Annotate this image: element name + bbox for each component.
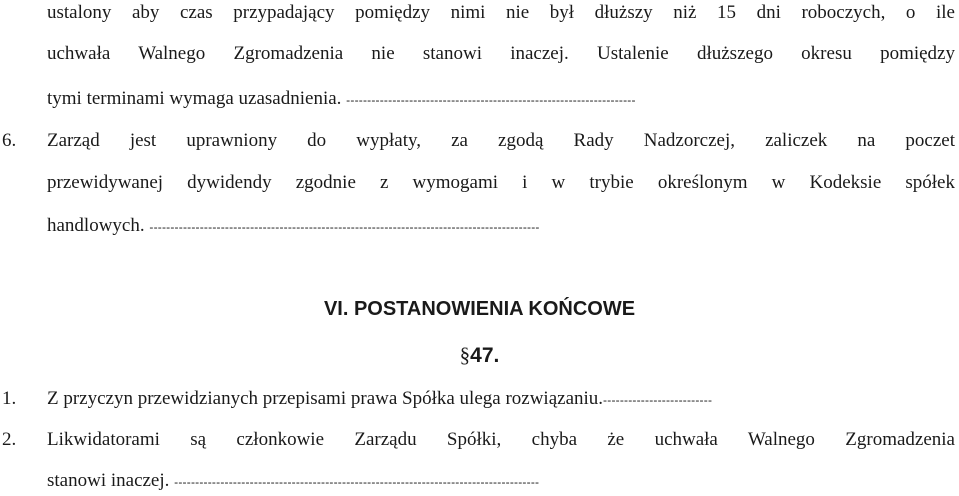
p5-line-3-text: tymi terminami wymaga uzasadnienia. (47, 88, 342, 109)
p5-line-3 (47, 87, 636, 112)
paragraph-heading (0, 343, 959, 368)
item-2-line-2 (47, 469, 539, 494)
p6-line-2: przewidywanej dywidendy zgodnie z wymogami i w trybie określonym w Kodeksie spółek (47, 172, 955, 193)
item-1-number: 1. (2, 388, 17, 409)
p5-line-3-dashes: --------------------------------------------------------------------- (346, 93, 636, 107)
section-title: VI. POSTANOWIENIA KOŃCOWE (323, 298, 636, 320)
item-2-line-2-text: stanowi inaczej. (47, 470, 170, 491)
p6-line-3 (47, 214, 540, 239)
p6-line-1: Zarząd jest uprawniony do wypłaty, za zgodą Rady Nadzorczej, zaliczek na poczet (47, 130, 955, 151)
item-2-line-1: Likwidatorami są członkowie Zarządu Spółki, chyba że uchwała Walnego Zgromadzenia (47, 429, 955, 450)
item-1-line (47, 387, 712, 412)
p6-number: 6. (2, 130, 17, 151)
item-2-dashes: --------------------------------------------------------------------------------------- (174, 475, 540, 489)
item-2-number: 2. (2, 429, 17, 450)
paragraph-number: 47. (470, 344, 500, 367)
p6-line-3-text: handlowych. (47, 215, 145, 236)
section-sign: § (459, 343, 471, 367)
p5-line-1: ustalony aby czas przypadający pomiędzy nimi nie był dłuższy niż 15 dni roboczych, o ile (47, 2, 955, 23)
p5-line-2: uchwała Walnego Zgromadzenia nie stanowi inaczej. Ustalenie dłuższego okresu pomiędzy (47, 43, 955, 64)
p6-line-3-dashes: --------------------------------------------------------------------------------------------- (149, 220, 540, 234)
item-1-text: Z przyczyn przewidzianych przepisami prawa Spółka ulega rozwiązaniu. (47, 388, 604, 409)
item-1-dashes: -------------------------- (603, 393, 713, 407)
